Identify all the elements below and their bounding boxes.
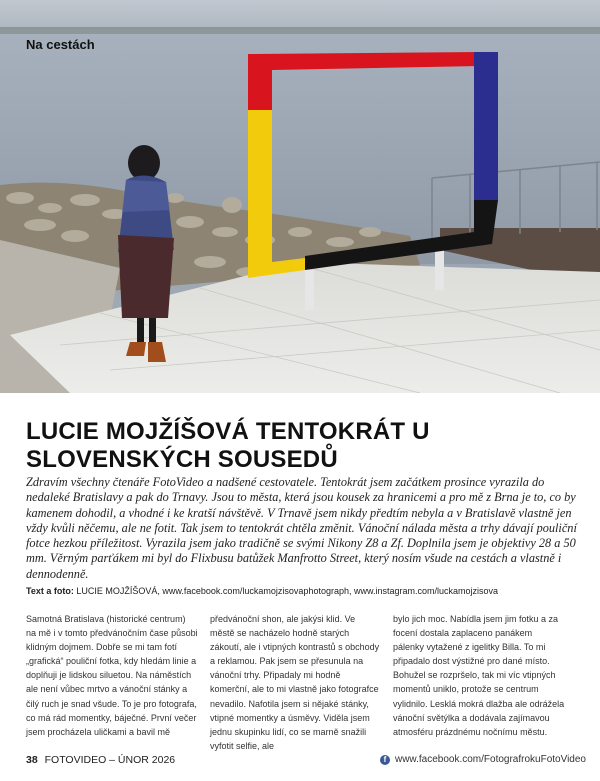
article-credit [26, 586, 586, 596]
footer-url[interactable]: www.facebook.com/FotografrokuFotoVideo [394, 754, 586, 765]
page-footer-right [380, 754, 586, 765]
horizon-shoreline [0, 27, 600, 35]
page-number: 38 [26, 754, 38, 766]
article-column-3: bylo jich moc. Nabídla jsem jim fotku a za focení dostala zaplaceno panákem pálenky vytažené z igelitky Billa. To mi připadalo dost výstižné pro dané místo. Bohužel se rozpršelo, tak mi víc vtipných momentů uniklo, protože se centrum vylidnilo. Lesklá mokrá dlažba ale odrážela vánoční světýlka a dodávala zajímavou atmosféru prázdnému nočnímu městu. [393, 614, 565, 737]
facebook-icon: f [380, 755, 390, 765]
credit-label: Text a foto: [26, 586, 74, 596]
frame-stand-left [305, 270, 314, 310]
article-headline: LUCIE MOJŽÍŠOVÁ TENTOKRÁT U SLOVENSKÝCH SOUSEDŮ [26, 418, 430, 473]
frame-stand-right [435, 245, 444, 290]
page-footer-left [26, 754, 175, 766]
section-label: Na cestách [26, 37, 95, 52]
issue-label: FOTOVIDEO – ÚNOR 2026 [44, 754, 176, 766]
credit-text: LUCIE MOJŽÍŠOVÁ, www.facebook.com/luckamojzisovaphotograph, www.instagram.com/luckamojzisova [76, 586, 499, 596]
sky [0, 0, 600, 30]
article-column-2: předvánoční shon, ale jakýsi klid. Ve městě se nacházelo hodně starých zákoutí, ale i vtipných kontrastů s obchody a reklamou. Pak jsem se přesunula na vánoční trhy. Připadaly mi hodně komerční, ale to mi vlastně jako fotografce nevadilo. Nafotila jsem si nějaké stánky, vtipné momentky a úsměvy. Viděla jsem jednu skupinku lidí, co se marně snažili vyfotit selfie, ale [210, 614, 380, 751]
article-column-1: Samotná Bratislava (historické centrum) na mě i v tomto předvánočním čase působi klidným dojmem. Dobře se mi tam fotí „grafická“ pouliční fotka, kdy hledám linie a doplňuji je lidskou siluetou. Na náměstích ale není vůbec mrtvo a vánoční stánky a čilý ruch je snad všude. To je pro fotografa, co má rád momentky, báječné. První večer jsem procházela uličkami a bavil mě [26, 614, 198, 737]
article-lead: Zdravím všechny čtenáře FotoVideo a nadšené cestovatele. Tentokrát jsem začátkem prosince vyrazila do nedaleké Bratislavy a pak do Trnavy. Jsou to města, která jsou kousek za hranicemi a pro mě z Brna je to, co by kamenem dohodil, a vhodné i ke kratší návštěvě. V Trnavě jsem nikdy předtím nebyla a v Bratislavě vlastně jen vždy kvůli něčemu, ale ne fotit. Tak jsem to tentokrát chtěla změnit. Vánoční nálada města a trhy dávají pouliční fotce hezkou příležitost. Vyrazila jsem jako tradičně se svými Nikony Z8 a Zf. Doplnila jsem je objektivy 28 a 50 mm. Věrným parťákem mi byl do Flixbusu batůžek Manfrotto Street, který nosím všude na cestách a vlastně i dennodenně. [26, 475, 577, 581]
